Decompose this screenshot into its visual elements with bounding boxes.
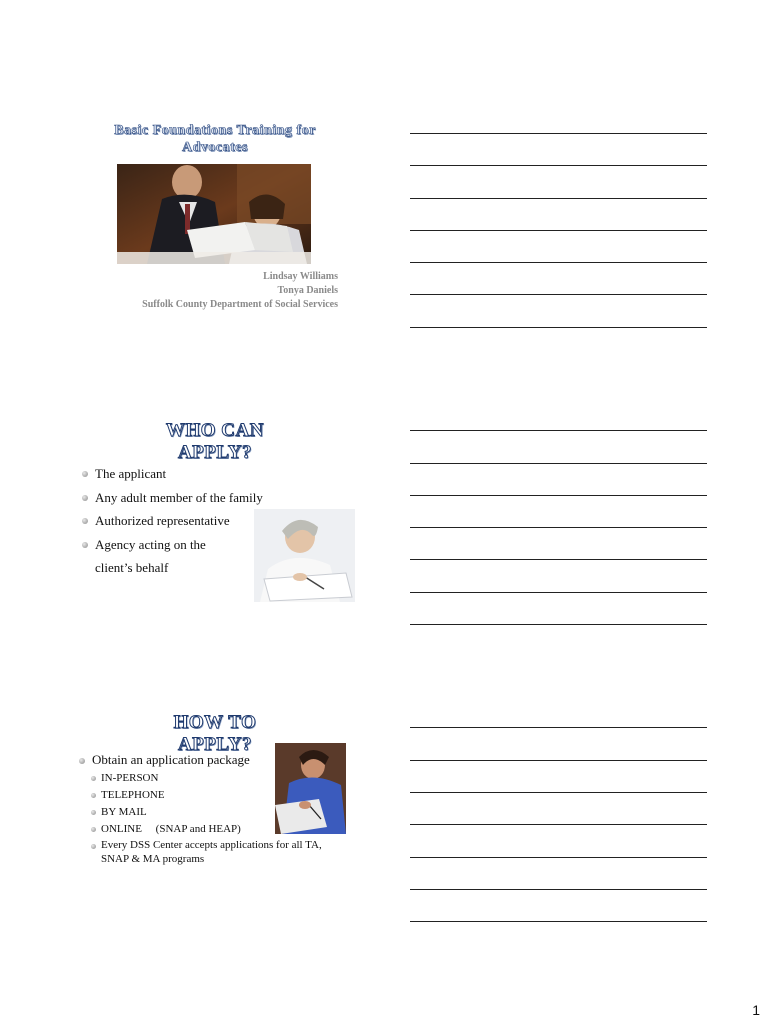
- slide-heading: HOW TO APPLY?: [173, 712, 257, 755]
- woman-writing-photo: [254, 509, 355, 602]
- note-line: [410, 527, 707, 528]
- note-line: [410, 760, 707, 761]
- list-subitem: IN-PERSON: [90, 770, 357, 787]
- note-line: [410, 824, 707, 825]
- presenter-credits: [142, 270, 338, 312]
- note-line: [410, 198, 707, 199]
- author-1: Lindsay Williams: [263, 271, 338, 282]
- list-item: Agency acting on the: [80, 533, 310, 557]
- note-line: [410, 559, 707, 560]
- office-meeting-photo: [117, 164, 311, 264]
- subitem-line-2: SNAP & MA programs: [101, 853, 205, 865]
- list-item: Authorized representative: [80, 509, 310, 533]
- list-subitem: [90, 838, 357, 866]
- slide-title: [80, 118, 370, 318]
- man-reading-photo: [275, 743, 346, 834]
- list-item: The applicant: [80, 462, 310, 486]
- slide-heading: WHO CAN APPLY?: [166, 420, 264, 463]
- note-line: [410, 624, 707, 625]
- online-label: ONLINE (SNAP and HEAP): [101, 823, 241, 835]
- note-line: [410, 495, 707, 496]
- note-line: [410, 727, 707, 728]
- note-line: [410, 165, 707, 166]
- subitem-line-1: Every DSS Center accepts applications for all TA,: [101, 839, 322, 851]
- author-organization: Suffolk County Department of Social Services: [142, 299, 338, 310]
- title-line-2: Advocates: [182, 140, 248, 155]
- list-item-continuation: client’s behalf: [95, 560, 169, 575]
- note-line: [410, 921, 707, 922]
- slide-title-heading: [80, 122, 350, 156]
- note-line: [410, 792, 707, 793]
- note-line: [410, 133, 707, 134]
- slide-how-to-apply: [80, 712, 370, 912]
- note-line: [410, 889, 707, 890]
- list-item: Any adult member of the family: [80, 486, 310, 510]
- page-number: 1: [752, 1002, 760, 1018]
- slide-who-can-apply: [80, 418, 370, 618]
- note-line: [410, 857, 707, 858]
- note-line: [410, 463, 707, 464]
- note-line: [410, 294, 707, 295]
- note-line: [410, 262, 707, 263]
- author-2: Tonya Daniels: [277, 285, 338, 296]
- note-line: [410, 230, 707, 231]
- note-line: [410, 327, 707, 328]
- list-item: Obtain an application package: [77, 750, 357, 770]
- list-subitem: TELEPHONE: [90, 787, 357, 804]
- title-line-1: Basic Foundations Training for: [114, 123, 316, 138]
- note-line: [410, 592, 707, 593]
- list-subitem: BY MAIL: [90, 804, 357, 821]
- note-line: [410, 430, 707, 431]
